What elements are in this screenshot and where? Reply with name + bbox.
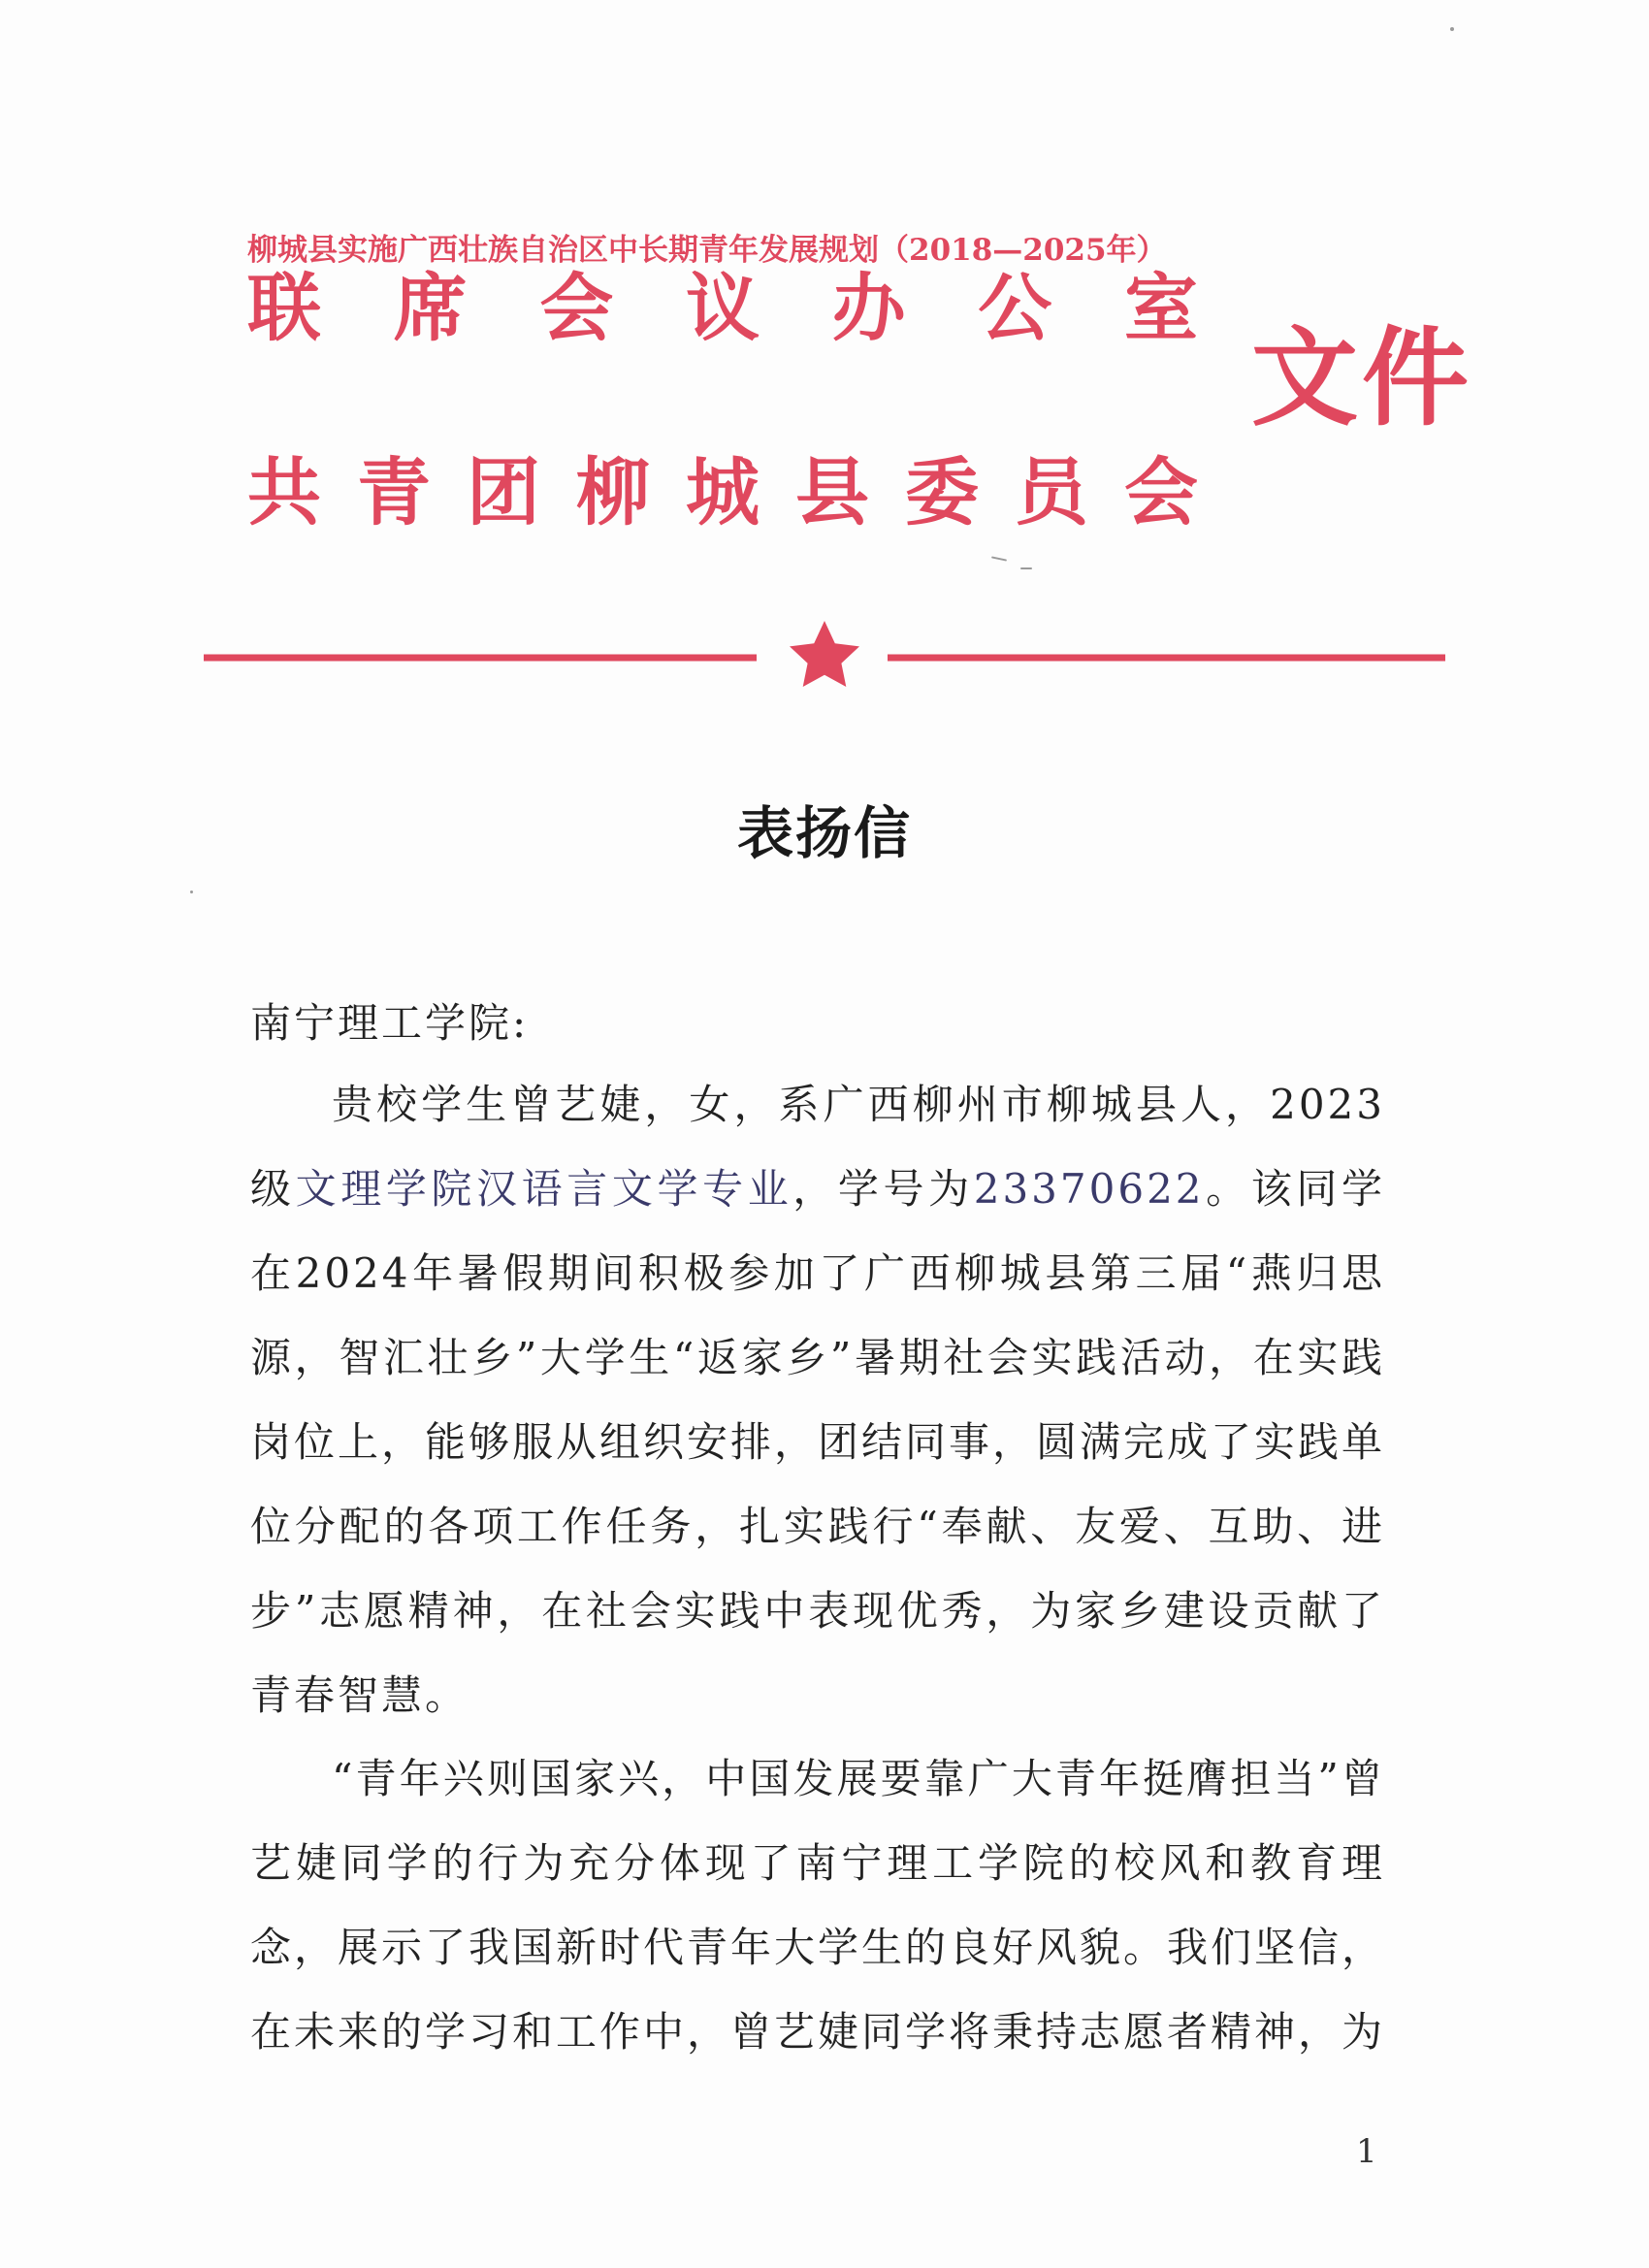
scan-speck [1020, 567, 1032, 569]
header-char: 会 [539, 265, 614, 351]
header-char: 席 [393, 265, 468, 351]
para1-text: ，学号为 [792, 1165, 974, 1213]
letter-salutation: 南宁理工学院: [250, 999, 530, 1047]
letter-paragraph-2 [250, 1736, 1385, 2074]
scan-speck [1450, 27, 1454, 31]
scan-speck [190, 891, 193, 893]
header-char: 联 [247, 265, 321, 351]
header-char: 柳 [576, 449, 650, 535]
header-char: 会 [1124, 449, 1198, 535]
header-char: 城 [686, 449, 760, 535]
header-char: 共 [247, 449, 321, 535]
header-char: 员 [1015, 449, 1088, 535]
header-char: 公 [978, 265, 1052, 351]
header-divider [204, 619, 1445, 687]
header-char: 委 [905, 449, 979, 535]
header-line-committee [247, 449, 1198, 535]
page-number: 1 [1356, 2132, 1377, 2171]
header-line-office [247, 265, 1198, 351]
para2-text: “青年兴则国家兴，中国发展要靠广大青年挺膺担当”曾艺婕同学的行为充分体现了南宁理工学院的校风和教育理念，展示了我国新时代青年大学生的良好风貌。我们坚信，在未来的学习和工作中，曾艺婕同学将秉持志愿者精神，为 [250, 1755, 1386, 2056]
header-subtitle: 柳城县实施广西壮族自治区中长期青年发展规划（2018—2025年） [247, 233, 1167, 268]
scan-speck [991, 556, 1007, 561]
header-char: 议 [685, 265, 760, 351]
header-char: 青 [357, 449, 431, 535]
para1-text: 。该同学在2024年暑假期间积极参加了广西柳城县第三届“燕归思源，智汇壮乡”大学生“返家乡”暑期社会实践活动，在实践岗位上，能够服从组织安排，团结同事，圆满完成了实践单位分配的各项工作任务，扎实践行“奉献、友爱、互助、进步”志愿精神，在社会实践中表现优秀，为家乡建设贡献了青春智慧。 [250, 1165, 1386, 1719]
major-text: 文理学院汉语言文学专业 [295, 1165, 793, 1213]
para1-text: 贵校学生曾艺婕，女，系广西柳州市柳城县人，2023级 [250, 1081, 1385, 1213]
header-char: 办 [831, 265, 906, 351]
letter-title: 表扬信 [736, 800, 912, 866]
student-id: 23370622 [973, 1165, 1205, 1213]
header-char: 团 [467, 449, 540, 535]
header-char: 室 [1123, 265, 1198, 351]
star-icon [790, 621, 859, 687]
header-char: 县 [795, 449, 869, 535]
document-type-label: 文件 [1251, 315, 1472, 440]
letter-paragraph-1 [250, 1062, 1385, 1737]
